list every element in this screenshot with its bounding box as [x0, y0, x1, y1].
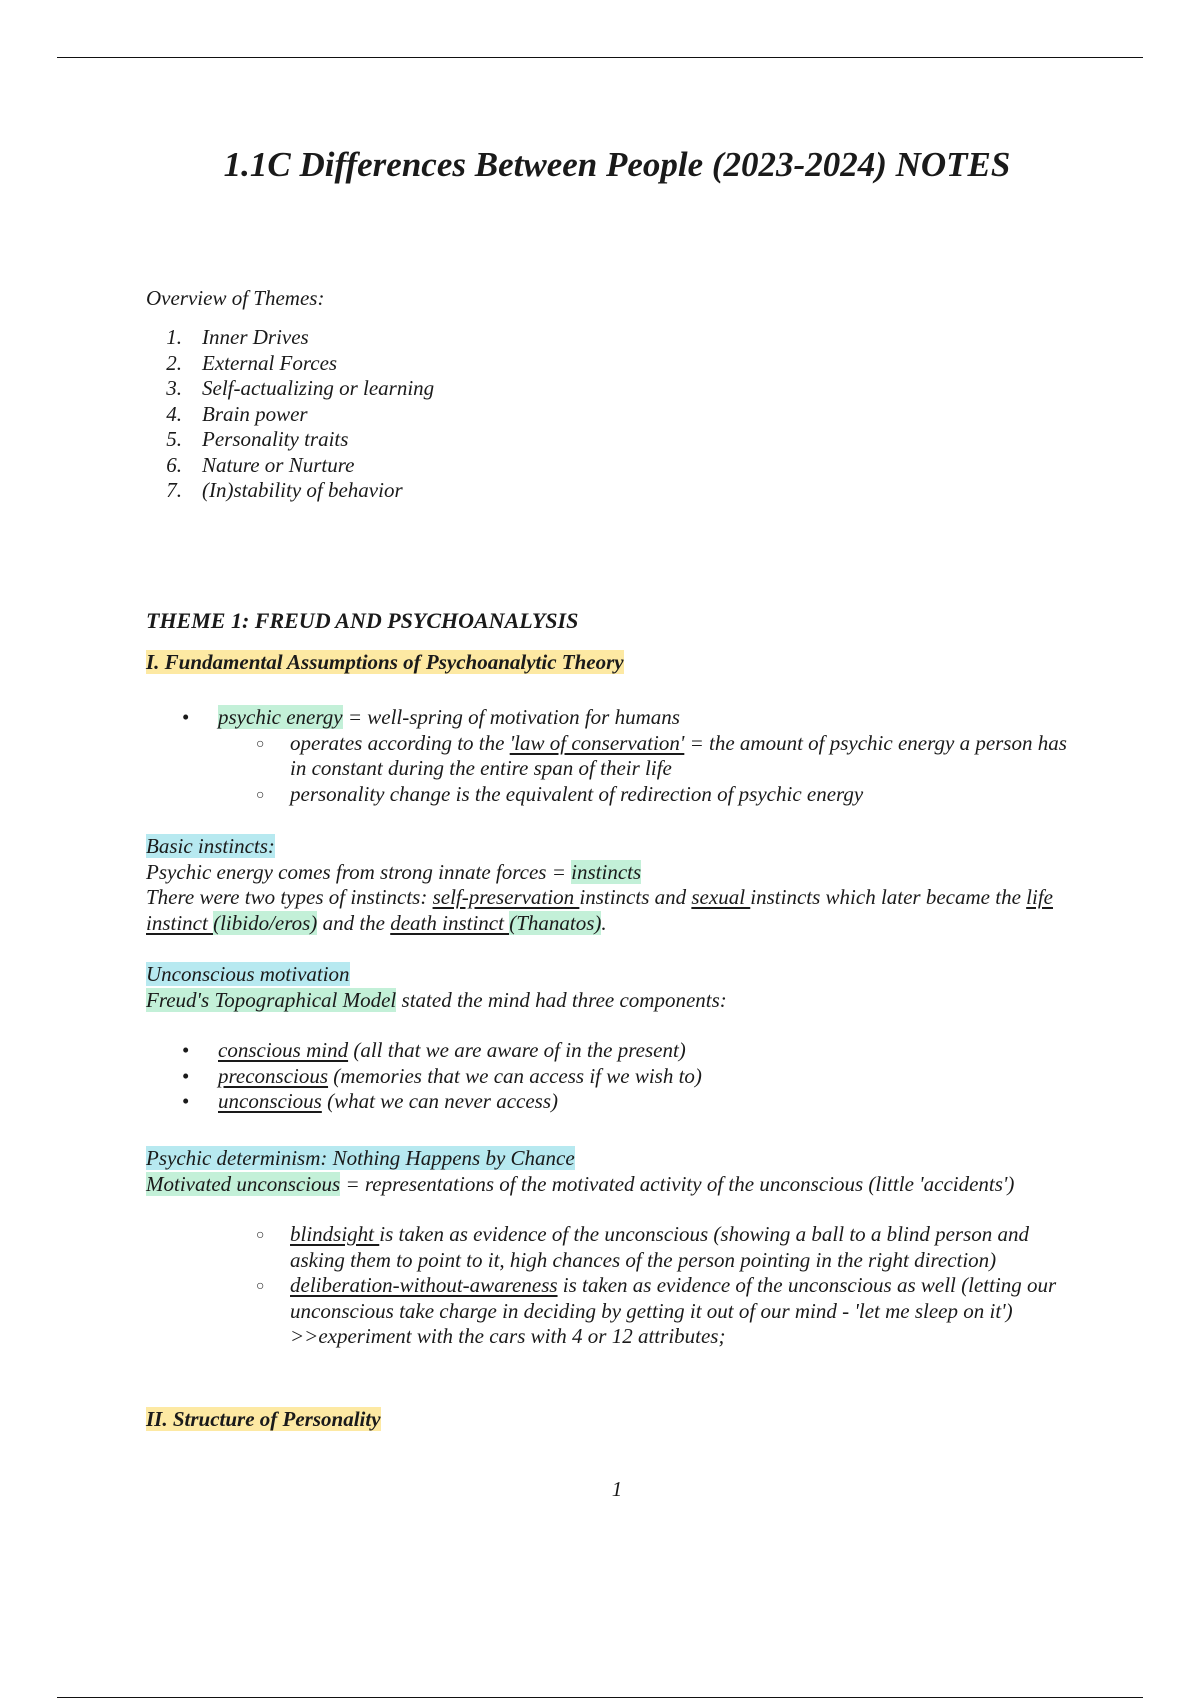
item-number: 2.: [166, 350, 182, 375]
unconscious-motivation-block: [146, 962, 1086, 1115]
term-motivated-unconscious: Motivated unconscious: [146, 1171, 341, 1196]
item-text: Personality traits: [202, 427, 349, 451]
term: preconscious: [218, 1063, 329, 1088]
item-number: 6.: [166, 452, 182, 477]
term-topographical-model: Freud's Topographical Model: [146, 987, 397, 1012]
overview-block: [146, 286, 434, 504]
text: is taken as evidence of the unconscious (showing a ball to a blind person and asking them to point to it, high chances of the person pointing in the right direction): [290, 1222, 1030, 1272]
bottom-rule: [57, 1697, 1143, 1698]
term-law-of-conservation: 'law of conservation': [509, 730, 685, 755]
item-text: Self-actualizing or learning: [202, 376, 435, 400]
subsection-heading: Unconscious motivation: [146, 962, 350, 986]
text: is taken as evidence of the unconscious as well (letting our unconscious take charge in deciding by getting it out of our mind - 'let me sleep on it') >>experiment with the cars with 4 or 12 attributes;: [290, 1273, 1057, 1348]
list-item: [146, 1064, 1086, 1090]
section-heading: I. Fundamental Assumptions of Psychoanalytic Theory: [146, 650, 624, 674]
sub-bullet-list: [146, 731, 1086, 808]
psychic-energy-block: [146, 705, 1086, 807]
term: conscious mind: [218, 1038, 349, 1062]
item-number: 5.: [166, 427, 182, 451]
list-item: [146, 782, 1086, 808]
item-number: 1.: [166, 325, 182, 349]
term-libido-eros: (libido/eros): [213, 910, 318, 935]
list-item: [146, 705, 1086, 731]
section-structure-of-personality: [146, 1407, 1086, 1433]
bullet-list: [146, 1038, 1086, 1115]
term: unconscious: [218, 1089, 322, 1113]
term-self-preservation: self-preservation: [432, 885, 580, 909]
paragraph: [146, 885, 1086, 936]
term-instincts: instincts: [571, 859, 642, 884]
text: instincts and: [579, 885, 692, 909]
list-item: [146, 376, 434, 402]
list-item: [146, 1089, 1086, 1115]
basic-instincts-block: [146, 834, 1086, 936]
list-item: [146, 402, 434, 428]
list-item: [146, 325, 434, 351]
definition-text: = well-spring of motivation for humans: [342, 705, 680, 729]
term-sexual: sexual: [691, 885, 751, 909]
text: = the amount of psychic energy a person has in constant during the entire span of their life: [290, 730, 1067, 780]
term-blindsight: blindsight: [290, 1222, 380, 1246]
section-heading: II. Structure of Personality: [146, 1407, 381, 1431]
list-item: [146, 1038, 1086, 1064]
text: .: [601, 910, 607, 935]
page-number: 1: [611, 1477, 623, 1501]
text: and the: [317, 910, 391, 935]
term-deliberation-without-awareness: deliberation-without-awareness: [290, 1273, 558, 1297]
text: (memories that we can access if we wish to): [328, 1063, 702, 1088]
text: (all that we are aware of in the present): [348, 1038, 686, 1062]
list-item: [146, 731, 1086, 782]
text: Psychic energy comes from strong innate forces =: [146, 859, 572, 884]
subsection-heading: Basic instincts:: [146, 834, 275, 858]
item-text: Brain power: [202, 401, 308, 426]
item-number: 7.: [166, 478, 182, 502]
top-rule: [57, 57, 1143, 58]
paragraph: [146, 860, 1086, 886]
sub-bullet-list: [146, 1222, 1086, 1350]
section-fundamental-assumptions: [146, 650, 1086, 676]
list-item: [146, 453, 434, 479]
list-item: [146, 1222, 1086, 1273]
theme-heading: THEME 1: FREUD AND PSYCHOANALYSIS: [146, 608, 579, 633]
bullet-list: [146, 705, 1086, 731]
paragraph: [146, 1172, 1086, 1198]
overview-label: Overview of Themes:: [146, 286, 325, 310]
term-thanatos: (Thanatos): [509, 910, 602, 935]
text: stated the mind had three components:: [396, 987, 727, 1012]
text: There were two types of instincts:: [146, 885, 433, 909]
text: operates according to the: [290, 730, 510, 755]
subsection-heading: Psychic determinism: Nothing Happens by Chance: [146, 1146, 575, 1170]
list-item: [146, 351, 434, 377]
list-item: [146, 427, 434, 453]
item-text: Inner Drives: [202, 325, 309, 349]
term-death-instinct: death instinct: [390, 910, 510, 935]
item-text: Nature or Nurture: [202, 452, 355, 477]
item-text: (In)stability of behavior: [202, 478, 403, 502]
text: = representations of the motivated activity of the unconscious (little 'accidents'): [340, 1171, 1015, 1196]
page-title: 1.1C Differences Between People (2023-2024) NOTES: [223, 145, 1011, 184]
list-item: [146, 1273, 1086, 1350]
term-psychic-energy: psychic energy: [218, 705, 343, 729]
list-item: [146, 478, 434, 504]
text: instincts which later became the: [750, 885, 1027, 909]
item-number: 4.: [166, 401, 182, 426]
item-text: External Forces: [202, 350, 338, 375]
paragraph: [146, 988, 1086, 1014]
overview-list: [146, 325, 434, 504]
item-number: 3.: [166, 376, 182, 400]
psychic-determinism-block: [146, 1146, 1086, 1350]
text: (what we can never access): [321, 1089, 558, 1113]
text: personality change is the equivalent of redirection of psychic energy: [290, 781, 864, 806]
term-life-instinct: life instinct: [146, 885, 1053, 935]
